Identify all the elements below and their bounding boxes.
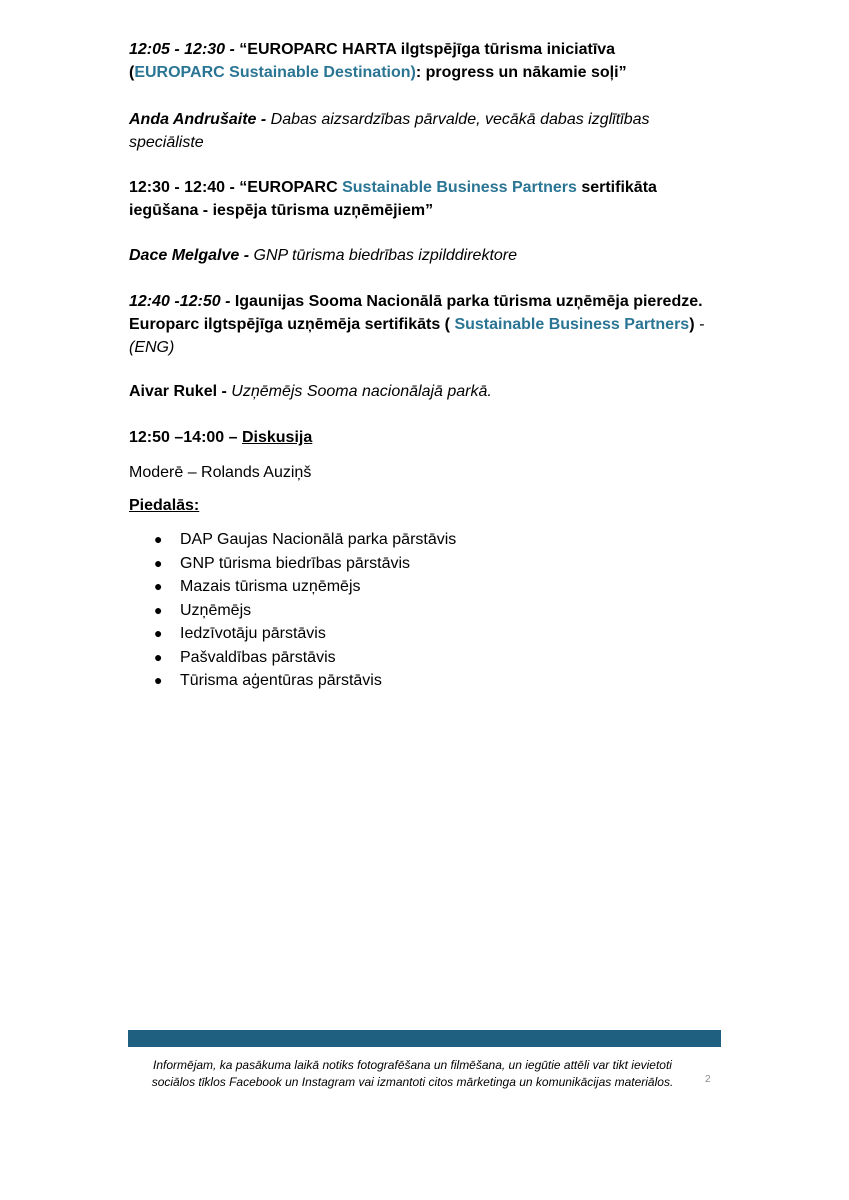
agenda-item-2-speaker: Dace Melgalve - <box>129 247 250 264</box>
agenda-item-3-title-a: Igaunijas Sooma Nacionālā parka tūrisma uzņēmēja pieredze. Europarc ilgtspējīga uzņēmēja sertifikāts ( <box>129 293 703 333</box>
participants-list-wrapper <box>129 528 709 693</box>
agenda-item-3-title <box>129 290 709 359</box>
discussion-heading <box>129 426 709 449</box>
agenda-item-1-speaker: Anda Andrušaite - <box>129 111 267 128</box>
agenda-item-1-role: Dabas aizsardzības pārvalde, vecākā dabas izglītības speciāliste <box>129 111 650 151</box>
footer-notice: Informējam, ka pasākuma laikā notiks fotografēšana un filmēšana, un iegūtie attēli var tikt ievietoti sociālos tīklos Facebook un Instagram vai izmantoti citos mārketinga un komunikācijas materiālos. <box>151 1058 674 1089</box>
agenda-item-3-speaker: Aivar Rukel - <box>129 383 227 400</box>
agenda-item-1-highlight: EUROPARC Sustainable Destination) <box>134 64 416 81</box>
list-item: ● Tūrisma aģentūras pārstāvis <box>129 669 709 693</box>
agenda-item-2-role: GNP tūrisma biedrības izpilddirektore <box>249 247 518 264</box>
list-item: ● DAP Gaujas Nacionālā parka pārstāvis <box>129 528 709 552</box>
agenda-item-3-time: 12:40 -12:50 - <box>129 293 231 310</box>
bullet-icon: ● <box>154 601 163 618</box>
agenda-item-3-role: Uzņēmējs Sooma nacionālajā parkā. <box>226 383 492 400</box>
list-item: ● Iedzīvotāju pārstāvis <box>129 622 709 646</box>
agenda-item-2-highlight: Sustainable Business Partners <box>342 179 577 196</box>
bullet-icon: ● <box>154 554 163 571</box>
agenda-item-1-title-b: : progress un nākamie soļi” <box>415 64 627 81</box>
footer-bar <box>128 1030 721 1047</box>
agenda-item-1-title <box>129 38 709 84</box>
agenda-item-3-title-b: ) <box>689 316 695 333</box>
participants-list <box>129 528 709 693</box>
participants-heading-text: Piedalās: <box>129 497 200 514</box>
agenda-item-2-title-a: “EUROPARC <box>234 179 343 196</box>
list-item: ● Pašvaldības pārstāvis <box>129 646 709 670</box>
bullet-icon: ● <box>154 648 163 665</box>
agenda-item-1-time: 12:05 - 12:30 - <box>129 41 235 58</box>
bullet-icon: ● <box>154 578 163 594</box>
agenda-item-3-speaker-line <box>129 380 709 403</box>
discussion-time: 12:50 –14:00 – <box>129 429 238 446</box>
bullet-icon: ● <box>154 625 163 641</box>
participants-heading <box>129 494 709 517</box>
agenda-item-2-title-b: sertifikāta iegūšana - iespēja tūrisma uzņēmējiem” <box>129 179 657 219</box>
agenda-item-1-title-a: “EUROPARC HARTA ilgtspējīga tūrisma iniciatīva ( <box>129 41 616 81</box>
list-item: ● Mazais tūrisma uzņēmējs <box>129 575 709 599</box>
agenda-item-2-title <box>129 176 709 222</box>
agenda-item-2-speaker-line <box>129 244 709 267</box>
list-item: ● GNP tūrisma biedrības pārstāvis <box>129 552 709 576</box>
moderator-line: Moderē – Rolands Auziņš <box>129 464 312 481</box>
discussion-title: Diskusija <box>241 429 313 446</box>
agenda-item-2-time: 12:30 - 12:40 - <box>129 179 235 196</box>
list-item: ● Uzņēmējs <box>129 599 709 623</box>
agenda-item-3-lang: - (ENG) <box>129 316 705 356</box>
bullet-icon: ● <box>154 672 163 688</box>
agenda-item-3-highlight: Sustainable Business Partners <box>454 316 690 333</box>
page-number: 2 <box>705 1074 711 1085</box>
bullet-icon: ● <box>154 531 163 547</box>
agenda-item-1-speaker-line <box>129 108 709 154</box>
